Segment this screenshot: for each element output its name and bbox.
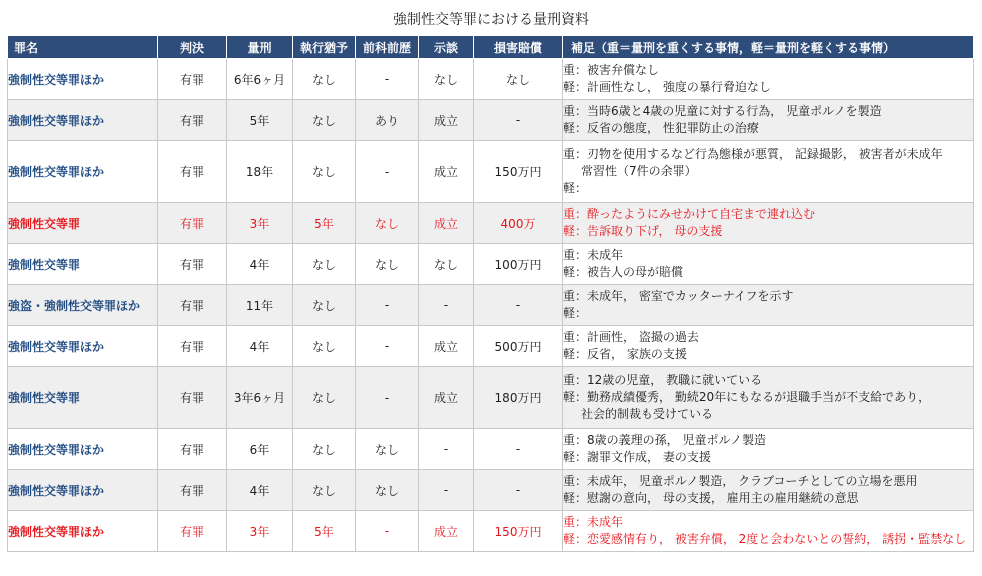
crime-name-cell: 強制性交等罪	[8, 367, 158, 429]
prior-record-cell: あり	[356, 100, 419, 141]
verdict-cell: 有罪	[158, 285, 227, 326]
sentence-cell: 6年	[227, 429, 293, 470]
settlement-cell: 成立	[419, 141, 474, 203]
note-line: 重：8歳の義理の孫， 児童ポルノ製造	[563, 433, 766, 447]
crime-name-cell: 強盗・強制性交等罪ほか	[8, 285, 158, 326]
damages-cell: 100万円	[474, 244, 563, 285]
table-row	[8, 141, 974, 203]
header-sentence: 量刑	[227, 36, 293, 59]
table-body	[8, 59, 974, 552]
prior-record-cell: -	[356, 326, 419, 367]
suspension-cell: 5年	[293, 203, 356, 244]
settlement-cell: 成立	[419, 100, 474, 141]
header-settlement: 示談	[419, 36, 474, 59]
prior-record-cell: なし	[356, 244, 419, 285]
prior-record-cell: -	[356, 59, 419, 100]
damages-cell: 500万円	[474, 326, 563, 367]
note-line: 重：酔ったようにみせかけて自宅まで連れ込む	[563, 207, 816, 221]
settlement-cell: 成立	[419, 511, 474, 552]
suspension-cell: なし	[293, 367, 356, 429]
settlement-cell: 成立	[419, 203, 474, 244]
table-row	[8, 470, 974, 511]
verdict-cell: 有罪	[158, 59, 227, 100]
verdict-cell: 有罪	[158, 244, 227, 285]
note-line: 重：未成年	[563, 515, 624, 529]
table-row	[8, 59, 974, 100]
crime-name-cell: 強制性交等罪ほか	[8, 429, 158, 470]
prior-record-cell: -	[356, 511, 419, 552]
note-line: 軽：被告人の母が賠償	[563, 265, 684, 279]
table-row	[8, 285, 974, 326]
note-line: 重：12歳の児童， 教職に就いている	[563, 373, 763, 387]
note-line: 社会的制裁も受けている	[581, 407, 714, 421]
verdict-cell: 有罪	[158, 470, 227, 511]
verdict-cell: 有罪	[158, 100, 227, 141]
sentence-cell: 3年	[227, 203, 293, 244]
page-title: 強制性交等罪における量刑資料	[393, 12, 589, 28]
notes-cell	[563, 141, 974, 203]
sentence-cell: 4年	[227, 470, 293, 511]
prior-record-cell: -	[356, 285, 419, 326]
suspension-cell: なし	[293, 470, 356, 511]
verdict-cell: 有罪	[158, 511, 227, 552]
settlement-cell: なし	[419, 244, 474, 285]
damages-cell: 150万円	[474, 141, 563, 203]
suspension-cell: なし	[293, 285, 356, 326]
sentence-cell: 3年	[227, 511, 293, 552]
notes-cell	[563, 326, 974, 367]
suspension-cell: なし	[293, 100, 356, 141]
damages-cell: なし	[474, 59, 563, 100]
note-line: 軽：告訴取り下げ， 母の支援	[563, 224, 723, 238]
note-line: 軽：恋愛感情有り， 被害弁償， 2度と会わないとの誓約， 誘拐・監禁なし	[563, 532, 967, 546]
crime-name-cell: 強制性交等罪	[8, 244, 158, 285]
note-line: 軽：謝罪文作成， 妻の支援	[563, 450, 711, 464]
suspension-cell: なし	[293, 429, 356, 470]
verdict-cell: 有罪	[158, 367, 227, 429]
note-line: 常習性（7件の余罪）	[581, 164, 697, 178]
header-suspension: 執行猶予	[293, 36, 356, 59]
verdict-cell: 有罪	[158, 429, 227, 470]
prior-record-cell: -	[356, 367, 419, 429]
note-line: 軽：	[563, 306, 588, 320]
prior-record-cell: -	[356, 141, 419, 203]
sentence-cell: 4年	[227, 244, 293, 285]
header-row	[8, 36, 974, 59]
suspension-cell: なし	[293, 59, 356, 100]
note-line: 重：当時6歳と4歳の児童に対する行為， 児童ポルノを製造	[563, 104, 882, 118]
notes-cell	[563, 470, 974, 511]
table-row	[8, 244, 974, 285]
settlement-cell: -	[419, 429, 474, 470]
table-row	[8, 429, 974, 470]
notes-cell	[563, 244, 974, 285]
damages-cell: 400万	[474, 203, 563, 244]
damages-cell: 180万円	[474, 367, 563, 429]
prior-record-cell: なし	[356, 429, 419, 470]
verdict-cell: 有罪	[158, 203, 227, 244]
header-damages: 損害賠償	[474, 36, 563, 59]
header-notes: 補足（重＝量刑を重くする事情，軽＝量刑を軽くする事情）	[563, 36, 974, 59]
table-row	[8, 511, 974, 552]
verdict-cell: 有罪	[158, 141, 227, 203]
sentence-cell: 18年	[227, 141, 293, 203]
settlement-cell: 成立	[419, 367, 474, 429]
crime-name-cell: 強制性交等罪ほか	[8, 100, 158, 141]
sentence-cell: 4年	[227, 326, 293, 367]
crime-name-cell: 強制性交等罪ほか	[8, 511, 158, 552]
sentencing-table	[7, 35, 974, 552]
note-line: 軽：勤務成績優秀， 勤続20年にもなるが退職手当が不支給であり，	[563, 390, 931, 404]
table-row	[8, 100, 974, 141]
note-line: 重：刃物を使用するなど行為態様が悪質， 記録撮影， 被害者が未成年	[563, 147, 943, 161]
notes-cell	[563, 511, 974, 552]
note-line: 重：未成年， 児童ポルノ製造， クラブコーチとしての立場を悪用	[563, 474, 918, 488]
settlement-cell: -	[419, 470, 474, 511]
table-row	[8, 367, 974, 429]
suspension-cell: なし	[293, 244, 356, 285]
header-crime: 罪名	[8, 36, 158, 59]
note-line: 重：被害弁償なし	[563, 63, 660, 77]
table-row	[8, 326, 974, 367]
crime-name-cell: 強制性交等罪ほか	[8, 470, 158, 511]
notes-cell	[563, 429, 974, 470]
note-line: 重：未成年	[563, 248, 624, 262]
prior-record-cell: なし	[356, 470, 419, 511]
header-prior-record: 前科前歴	[356, 36, 419, 59]
suspension-cell: 5年	[293, 511, 356, 552]
settlement-cell: なし	[419, 59, 474, 100]
damages-cell: -	[474, 285, 563, 326]
sentence-cell: 11年	[227, 285, 293, 326]
notes-cell	[563, 100, 974, 141]
suspension-cell: なし	[293, 326, 356, 367]
note-line: 重：未成年， 密室でカッターナイフを示す	[563, 289, 794, 303]
notes-cell	[563, 367, 974, 429]
crime-name-cell: 強制性交等罪ほか	[8, 59, 158, 100]
table-row	[8, 203, 974, 244]
verdict-cell: 有罪	[158, 326, 227, 367]
notes-cell	[563, 285, 974, 326]
sentence-cell: 5年	[227, 100, 293, 141]
note-line: 軽：	[563, 181, 588, 195]
note-line: 重：計画性， 盗撮の過去	[563, 330, 699, 344]
note-line: 軽：慰謝の意向， 母の支援， 雇用主の雇用継続の意思	[563, 491, 859, 505]
notes-cell	[563, 203, 974, 244]
notes-cell	[563, 59, 974, 100]
settlement-cell: -	[419, 285, 474, 326]
note-line: 軽：反省の態度， 性犯罪防止の治療	[563, 121, 759, 135]
suspension-cell: なし	[293, 141, 356, 203]
crime-name-cell: 強制性交等罪	[8, 203, 158, 244]
header-verdict: 判決	[158, 36, 227, 59]
crime-name-cell: 強制性交等罪ほか	[8, 141, 158, 203]
note-line: 軽：反省， 家族の支援	[563, 347, 687, 361]
damages-cell: -	[474, 429, 563, 470]
settlement-cell: 成立	[419, 326, 474, 367]
damages-cell: 150万円	[474, 511, 563, 552]
note-line: 軽：計画性なし， 強度の暴行脅迫なし	[563, 80, 771, 94]
damages-cell: -	[474, 100, 563, 141]
prior-record-cell: なし	[356, 203, 419, 244]
crime-name-cell: 強制性交等罪ほか	[8, 326, 158, 367]
sentence-cell: 3年6ヶ月	[227, 367, 293, 429]
damages-cell: -	[474, 470, 563, 511]
sentence-cell: 6年6ヶ月	[227, 59, 293, 100]
